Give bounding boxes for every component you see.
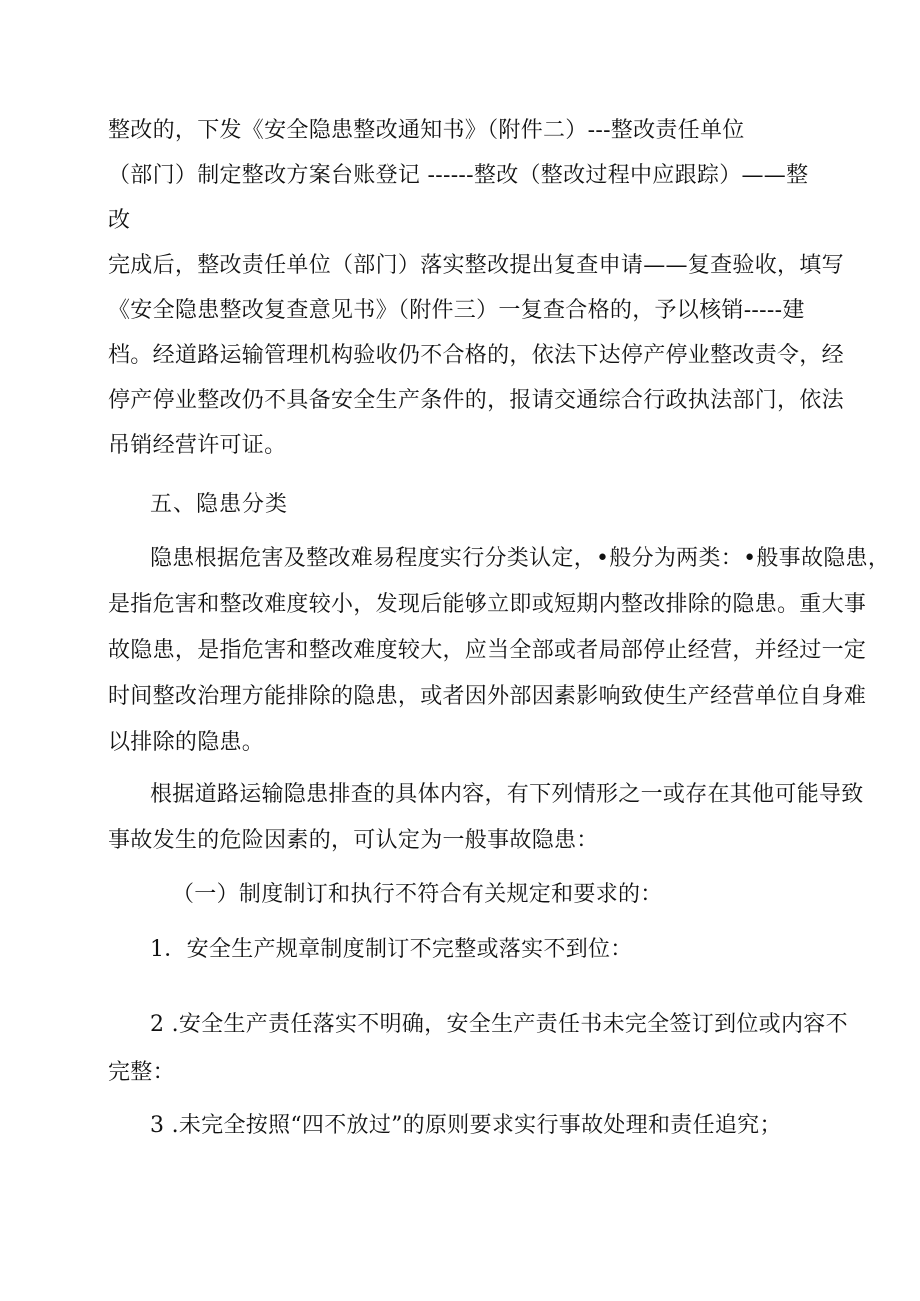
- text-line: 《安全隐患整改复查意见书》（附件三）一复查合格的，予以核销-----建: [108, 298, 805, 323]
- text-line: 吊销经营许可证。: [108, 433, 287, 458]
- paragraph-line: 隐患根据危害及整改难易程度实行分类认定，•般分为两类：•般事故隐患，: [150, 546, 891, 571]
- text-line: 档。经道路运输管理机构验收仍不合格的，依法下达停产停业整改责令，经: [108, 343, 844, 368]
- text-line: 整改的，下发《安全隐患整改通知书》（附件二）---整改责任单位: [108, 118, 745, 143]
- text-line: （部门）制定整改方案台账登记 ------整改（整改过程中应跟踪）——整: [108, 163, 809, 188]
- paragraph-line: 是指危害和整改难度较小，发现后能够立即或短期内整改排除的隐患。重大事: [108, 592, 867, 617]
- subheading: （一）制度制订和执行不符合有关规定和要求的：: [172, 882, 663, 907]
- paragraph-line: 以排除的隐患。: [108, 730, 265, 755]
- paragraph-line: 故隐患，是指危害和整改难度较大，应当全部或者局部停止经营，并经过一定: [108, 638, 867, 663]
- paragraph-line: 事故发生的危险因素的，可认定为一般事故隐患：: [108, 828, 599, 853]
- list-item: 3 .未完全按照“四不放过”的原则要求实行事故处理和责任追究；: [150, 1113, 782, 1138]
- text-line: 改: [108, 208, 131, 233]
- list-item: 1．安全生产规章制度制订不完整或落实不到位：: [150, 937, 633, 962]
- paragraph-line: 时间整改治理方能排除的隐患，或者因外部因素影响致使生产经营单位自身难: [108, 684, 867, 709]
- list-item-continuation: 完整：: [108, 1060, 175, 1085]
- section-title: 五、隐患分类: [150, 492, 289, 517]
- paragraph-line: 根据道路运输隐患排查的具体内容，有下列情形之一或存在其他可能导致: [150, 782, 864, 807]
- list-item: 2 .安全生产责任落实不明确，安全生产责任书未完全签订到位或内容不: [150, 1012, 848, 1037]
- text-line: 停产停业整改仍不具备安全生产条件的，报请交通综合行政执法部门，依法: [108, 388, 844, 413]
- text-line: 完成后，整改责任单位（部门）落实整改提出复查申请——复查验收，填写: [108, 253, 844, 278]
